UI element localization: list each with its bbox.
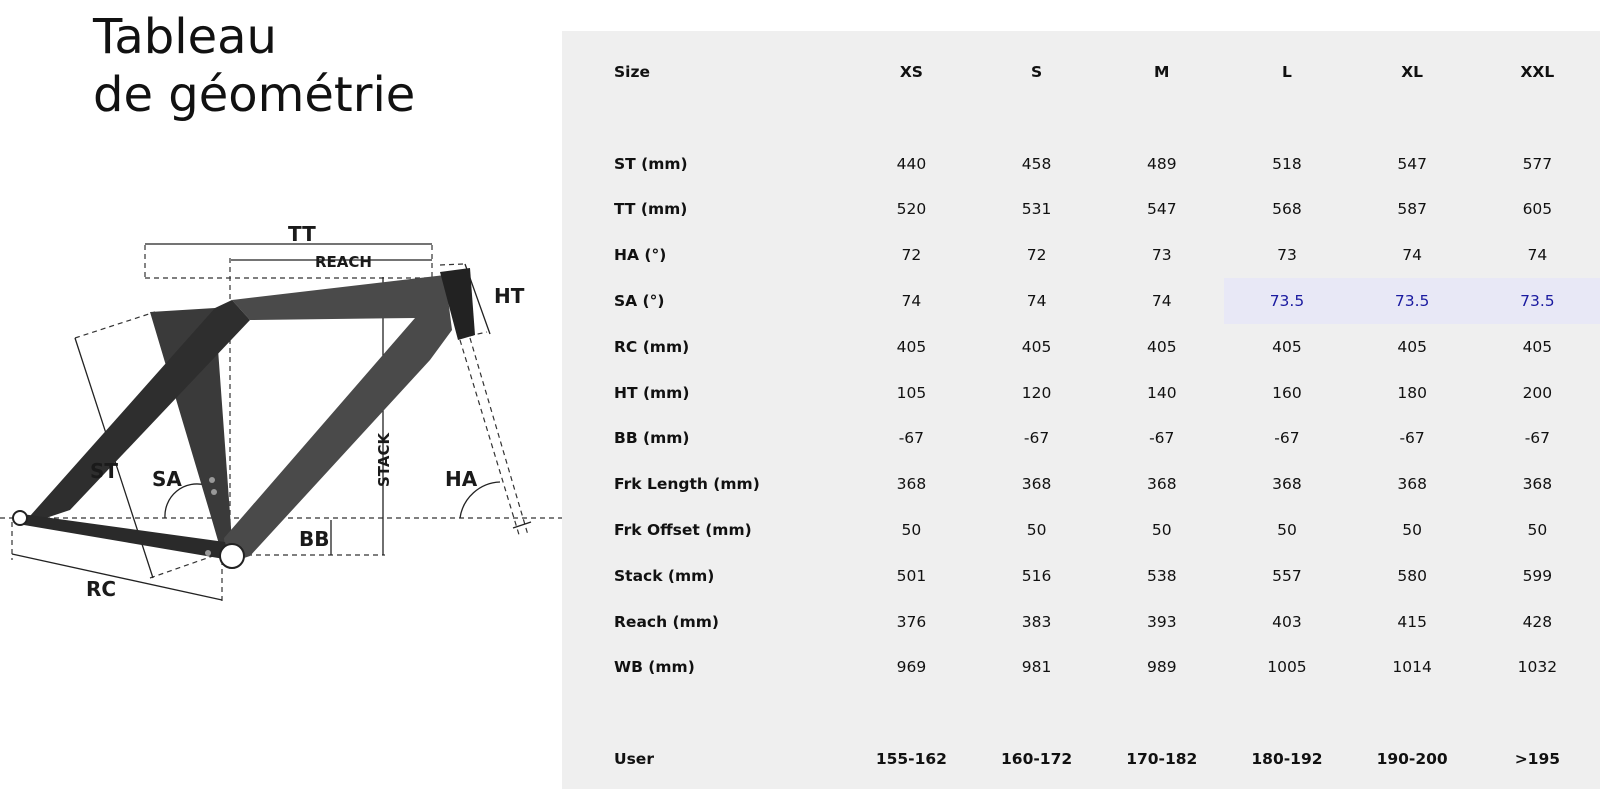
table-spacer [614,690,1600,736]
cell-xxl: -67 [1524,429,1551,448]
table-row [614,461,1600,507]
label-sa: SA [152,467,182,491]
cell-m: 989 [1146,658,1177,677]
cell-s: 516 [1021,566,1052,585]
size-header-m: M [1154,62,1170,81]
user-range-m: 170-182 [1126,750,1198,769]
table-row [614,645,1600,691]
cell-xs: 376 [896,612,927,631]
cell-s: 74 [1026,292,1047,311]
row-label: TT (mm) [614,200,688,219]
cell-s: -67 [1023,429,1050,448]
cell-s: 120 [1021,383,1052,402]
row-label: BB (mm) [614,429,690,448]
cell-xxl: 405 [1522,337,1553,356]
cell-m: 50 [1151,521,1172,540]
cell-l: 557 [1272,566,1302,585]
cell-xs: 72 [901,246,922,265]
cell-l: 403 [1272,612,1302,631]
cell-xl: 73.5 [1350,278,1475,324]
cell-xs: 405 [896,337,927,356]
bike-frame [13,268,475,568]
cell-xl: -67 [1399,429,1425,448]
cell-xl: 415 [1397,612,1427,631]
cell-xl: 580 [1397,566,1427,585]
cell-xs: 969 [896,658,927,677]
cell-l: 73 [1277,246,1297,265]
table-row [614,507,1600,553]
cell-m: 140 [1146,383,1177,402]
geometry-table-panel [562,31,1600,789]
cell-xxl: 1032 [1517,658,1558,677]
label-bb: BB [299,527,330,551]
cell-xxl: 577 [1522,154,1553,173]
size-header-xs: XS [899,62,923,81]
cell-l: 73.5 [1224,278,1349,324]
label-st: ST [90,459,119,483]
cell-xs: 368 [896,475,927,494]
label-tt: TT [288,222,316,246]
cell-s: 383 [1021,612,1052,631]
user-range-xl: 190-200 [1376,750,1448,769]
cell-xxl: 74 [1527,246,1548,265]
cell-xxl: 368 [1522,475,1553,494]
user-row-label: User [614,750,654,769]
cell-m: 405 [1146,337,1177,356]
cell-l: 405 [1272,337,1302,356]
cell-xxl: 605 [1522,200,1553,219]
row-label: Reach (mm) [614,612,719,631]
cell-xxl: 200 [1522,383,1553,402]
cell-l: 368 [1272,475,1302,494]
row-label: HA (°) [614,246,667,265]
cell-s: 50 [1026,521,1047,540]
cell-xxl: 599 [1522,566,1553,585]
cell-s: 531 [1021,200,1052,219]
title-line-2: de géométrie [93,67,416,123]
row-label: Stack (mm) [614,566,715,585]
cell-m: 73 [1151,246,1172,265]
cell-xs: 105 [896,383,927,402]
user-range-s: 160-172 [1001,750,1073,769]
cell-l: 1005 [1267,658,1307,677]
cell-s: 72 [1026,246,1047,265]
frame-geometry-diagram [0,220,565,620]
cell-m: -67 [1149,429,1175,448]
cell-l: 518 [1272,154,1302,173]
cell-m: 538 [1146,566,1177,585]
cell-l: 568 [1272,200,1302,219]
cell-xxl: 50 [1527,521,1548,540]
user-range-xxl: >195 [1514,750,1561,769]
table-row [614,370,1600,416]
table-row [614,141,1600,187]
frame-diagram-svg [0,220,565,620]
size-header-row [614,49,1600,95]
table-row [614,278,1600,324]
row-label: SA (°) [614,292,665,311]
table-row [614,416,1600,462]
table-row [614,553,1600,599]
cell-xs: 501 [896,566,927,585]
cell-xs: 50 [901,521,922,540]
row-label: RC (mm) [614,337,690,356]
cell-xs: 520 [896,200,927,219]
cell-xl: 547 [1397,154,1427,173]
size-header-l: L [1282,62,1292,81]
label-ht: HT [494,284,525,308]
table-row [614,187,1600,233]
user-range-xs: 155-162 [875,750,947,769]
size-header-s: S [1030,62,1043,81]
geometry-table-body [614,95,1600,782]
label-rc: RC [86,577,117,601]
cell-xl: 587 [1397,200,1427,219]
row-label: HT (mm) [614,383,690,402]
cell-s: 458 [1021,154,1052,173]
table-row [614,324,1600,370]
label-ha: HA [445,467,478,491]
cell-xl: 1014 [1392,658,1432,677]
cell-s: 405 [1021,337,1052,356]
cell-xs: 74 [901,292,922,311]
title-line-1: Tableau [93,9,277,65]
cell-l: -67 [1274,429,1300,448]
cell-xl: 405 [1397,337,1427,356]
size-header-label: Size [614,62,651,81]
row-label: WB (mm) [614,658,695,677]
cell-l: 50 [1277,521,1297,540]
page-title [93,8,415,124]
cell-m: 74 [1151,292,1172,311]
cell-xs: 440 [896,154,927,173]
cell-m: 489 [1146,154,1177,173]
cell-s: 368 [1021,475,1052,494]
table-row [614,599,1600,645]
cell-m: 393 [1146,612,1177,631]
table-row [614,232,1600,278]
row-label: Frk Length (mm) [614,475,760,494]
label-reach: REACH [315,253,372,271]
geometry-table [614,49,1600,782]
cell-xl: 74 [1402,246,1422,265]
cell-xs: -67 [898,429,925,448]
user-row [614,736,1600,782]
cell-xl: 180 [1397,383,1427,402]
size-header-xl: XL [1401,62,1424,81]
user-range-l: 180-192 [1251,750,1323,769]
size-header-xxl: XXL [1520,62,1555,81]
cell-xl: 368 [1397,475,1427,494]
cell-s: 981 [1021,658,1052,677]
table-spacer [614,95,1600,141]
cell-m: 547 [1146,200,1177,219]
cell-l: 160 [1272,383,1302,402]
cell-xxl: 428 [1522,612,1553,631]
row-label: Frk Offset (mm) [614,521,752,540]
label-stack: STACK [375,432,393,487]
cell-m: 368 [1146,475,1177,494]
row-label: ST (mm) [614,154,688,173]
cell-xxl: 73.5 [1475,278,1600,324]
cell-xl: 50 [1402,521,1422,540]
